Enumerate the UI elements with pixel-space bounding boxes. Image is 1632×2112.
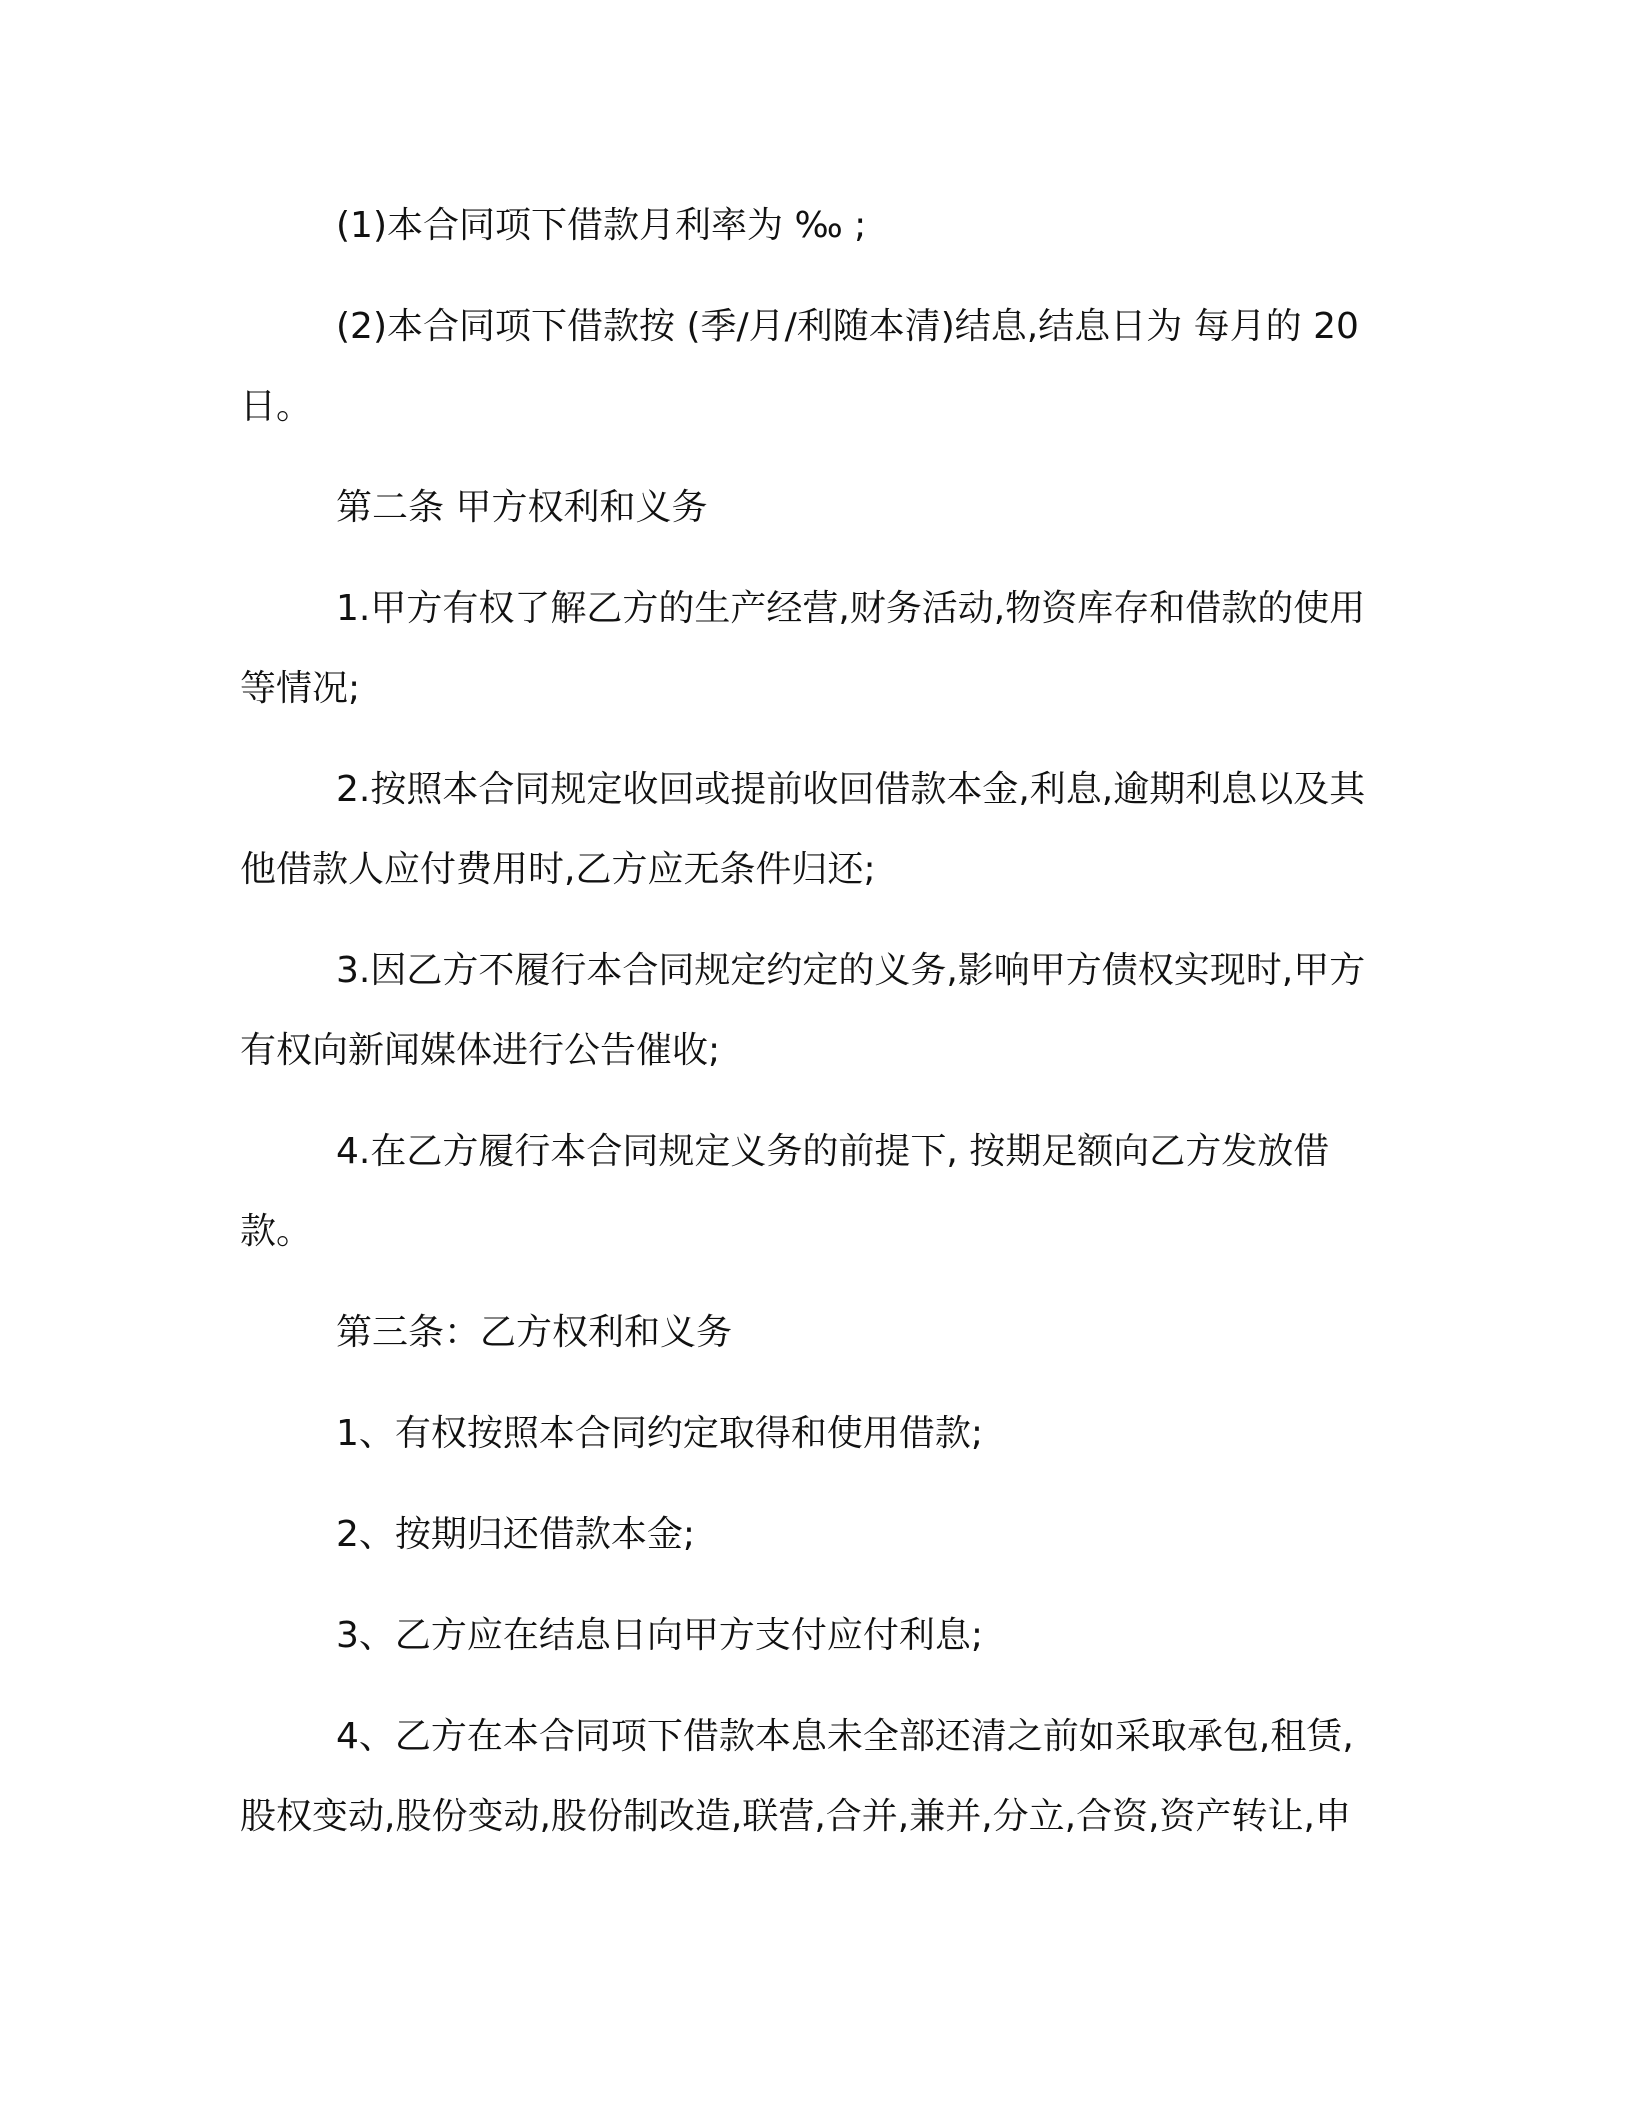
article-2-item-1: 1.甲方有权了解乙方的生产经营,财务活动,物资库存和借款的使用等情况; <box>240 588 1366 709</box>
section-heading-article-2: 第二条 甲方权利和义务 <box>336 487 708 528</box>
article-3-item-3: 3、乙方应在结息日向甲方支付应付利息; <box>336 1615 984 1656</box>
clause-interest-rate: (1)本合同项下借款月利率为 ‰ ; <box>336 205 867 246</box>
article-2-item-4: 4.在乙方履行本合同规定义务的前提下, 按期足额向乙方发放借款。 <box>240 1131 1330 1252</box>
document-body <box>240 186 1370 1857</box>
article-2-item-2: 2.按照本合同规定收回或提前收回借款本金,利息,逾期利息以及其他借款人应付费用时,乙方应无条件归还; <box>240 769 1366 890</box>
article-3-item-1: 1、有权按照本合同约定取得和使用借款; <box>336 1413 984 1454</box>
article-3-item-4: 4、乙方在本合同项下借款本息未全部还清之前如采取承包,租赁,股权变动,股份变动,股份制改造,联营,合并,兼并,分立,合资,资产转让,申 <box>240 1716 1354 1837</box>
article-3-item-2: 2、按期归还借款本金; <box>336 1514 696 1555</box>
article-2-item-3: 3.因乙方不履行本合同规定约定的义务,影响甲方债权实现时,甲方有权向新闻媒体进行公告催收; <box>240 950 1366 1071</box>
section-heading-article-3: 第三条：乙方权利和义务 <box>336 1312 733 1353</box>
clause-interest-settlement: (2)本合同项下借款按 (季/月/利随本清)结息,结息日为 每月的 20 日。 <box>240 306 1359 427</box>
